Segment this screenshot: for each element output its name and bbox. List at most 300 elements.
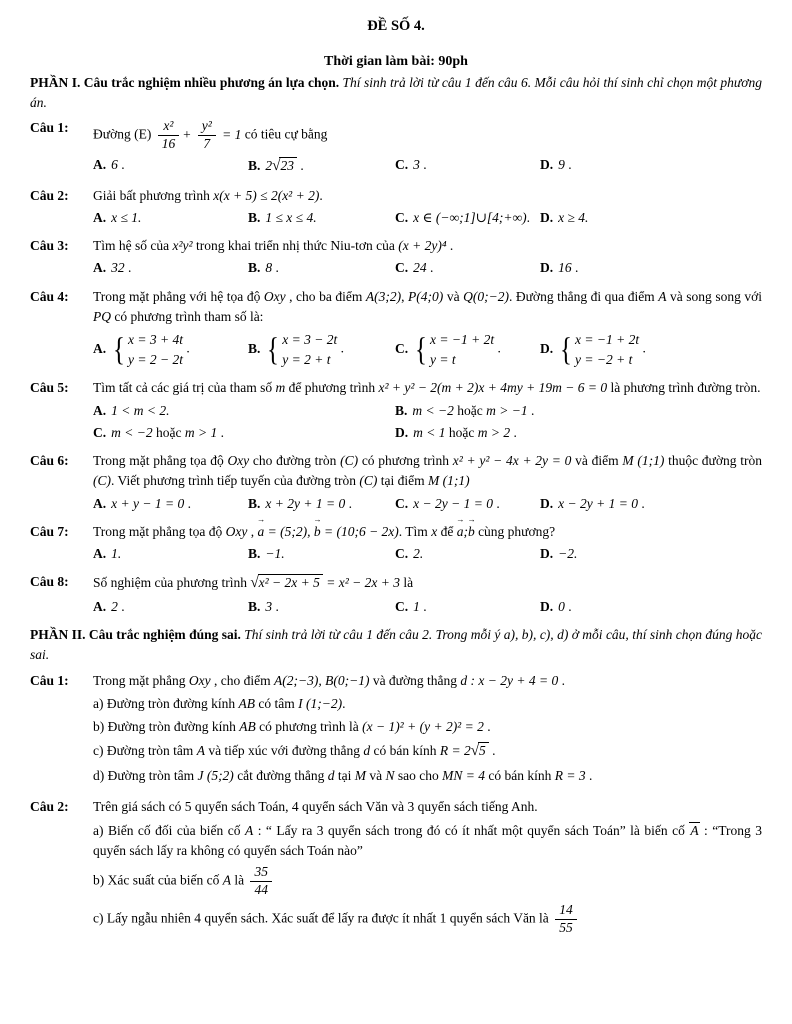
question-content: [93, 186, 762, 229]
text-run: .: [564, 156, 572, 172]
text-run: .: [419, 598, 427, 614]
text-run: .: [488, 743, 496, 759]
math-run: → a = (5;2), → b = (10;6 − 2x): [257, 524, 398, 539]
math-run: P(4;0): [408, 288, 444, 304]
answer-option-b: [395, 401, 544, 421]
math-run: A: [222, 872, 231, 888]
math-run: (C): [340, 453, 359, 468]
part2-heading: [30, 625, 762, 666]
fraction-numerator: y²: [198, 119, 216, 136]
math-run: x² + y² − 2(m + 2)x + 4my + 19m − 6 = 0: [378, 380, 608, 396]
math-run: m < 1: [413, 424, 446, 440]
text-run: có phương trình tham số là:: [111, 308, 264, 324]
answer-options: [93, 494, 762, 514]
text-run: để: [437, 523, 457, 539]
math-run: 2: [111, 598, 118, 614]
option-letter: A.: [93, 340, 107, 356]
option-value: [412, 403, 534, 418]
answer-option-b: [248, 597, 395, 617]
math-run: N: [385, 768, 395, 784]
equation-line: x = −1 + 2t: [575, 332, 640, 348]
part1-question-7: [30, 514, 762, 565]
option-value: [265, 496, 352, 511]
part2-question-1: [30, 671, 762, 790]
math-run: [552, 901, 580, 935]
math-run: [689, 823, 699, 838]
equation-system-lines: [430, 330, 494, 369]
vector-arrow-icon: →: [456, 514, 465, 524]
option-value: [413, 331, 501, 368]
part1-question-5: [30, 378, 762, 443]
vector-arrow-icon: →: [313, 514, 322, 524]
text-run: .: [492, 495, 500, 511]
equation-line: y = t: [430, 351, 456, 367]
text-run: thuộc đường tròn: [664, 453, 762, 468]
math-run: M: [354, 768, 366, 784]
text-run: .: [558, 672, 565, 688]
math-run: 0: [558, 598, 565, 614]
option-value: [413, 496, 500, 511]
question-content: [93, 572, 762, 617]
equation-system: [265, 330, 337, 369]
text-run: và đường thẳng: [369, 672, 461, 688]
math-run: PQ: [93, 308, 111, 324]
option-value: [111, 599, 125, 614]
math-run: (C): [93, 473, 111, 489]
brace-icon: {: [560, 331, 573, 368]
fraction-denominator: 55: [559, 919, 573, 935]
equation-line: y = −2 + t: [575, 351, 633, 367]
question-content: [93, 514, 762, 565]
math-run: 1 ≤ x ≤ 4.: [265, 209, 317, 225]
text-run: cho đường tròn: [249, 453, 341, 468]
text-run: .: [446, 238, 454, 254]
math-run: [413, 331, 495, 368]
math-run: $\frac{\text{x²}}{16}$ + $\frac{\text{y²}}{7}$ = 1: [155, 127, 242, 142]
text-run: tại điểm: [377, 473, 428, 489]
answer-option-b: [248, 155, 395, 178]
text-run: và song song với: [666, 288, 762, 304]
math-run: Oxy: [227, 453, 250, 468]
text-run: cùng phương?: [474, 523, 556, 539]
fraction-denominator: 44: [254, 881, 268, 897]
part1-question-3: [30, 236, 762, 279]
text-run: .: [296, 157, 304, 173]
vector: [456, 514, 465, 542]
option-value: [413, 546, 423, 561]
math-run: R = 3: [554, 768, 586, 784]
math-run: M (1;1): [427, 473, 470, 489]
radical-sign-icon: √: [470, 743, 480, 760]
brace-icon: {: [267, 331, 280, 368]
math-run: x − 2y + 1 = 0: [558, 495, 638, 511]
math-run: 9: [558, 156, 565, 172]
text-run: Trong mặt phẳng với hệ tọa độ: [93, 288, 264, 304]
option-value: [413, 210, 530, 225]
text-run: b) Xác suất của biến cố: [93, 872, 223, 888]
option-letter: A.: [93, 402, 107, 418]
answer-options: [93, 208, 762, 228]
text-run: hoặc: [152, 424, 185, 440]
text-run: Tìm hệ số của: [93, 238, 173, 254]
exam-title: ĐỀ SỐ 4.: [367, 18, 425, 34]
statement-b: [93, 864, 762, 899]
math-run: 1: [413, 598, 420, 614]
text-run: có phương trình là: [255, 719, 363, 735]
part1-question-8: [30, 572, 762, 617]
math-run: m > 2: [477, 424, 511, 440]
option-letter: B.: [248, 495, 261, 511]
math-run: [247, 864, 275, 897]
math-run: x + 2y + 1 = 0: [265, 495, 346, 511]
part1-heading-bold: PHẦN I. Câu trắc nghiệm nhiều phương án lựa chọn.: [30, 74, 340, 90]
option-value: [558, 210, 588, 225]
text-run: c) Đường tròn tâm: [93, 743, 197, 759]
text-run: Tìm tất cả các giá trị của tham số: [93, 380, 276, 396]
math-run: A: [196, 743, 205, 759]
text-run: có bán kính: [485, 768, 555, 784]
answer-option-a: [93, 401, 395, 421]
text-run: .: [419, 156, 427, 172]
question-number: Câu 7:: [30, 523, 69, 539]
option-letter: C.: [93, 424, 107, 440]
option-letter: C.: [395, 546, 409, 561]
radical-body: 5: [478, 742, 489, 758]
text-run: có bán kính: [370, 743, 440, 759]
answer-options: [93, 597, 762, 617]
option-letter: D.: [395, 424, 409, 440]
part2-heading-italic: Thí sinh trả lời từ câu 1 đến câu 2. Trong mỗi ý a), b), c), d) ở mỗi câu, thí sinh chọn đúng hoặc sai.: [30, 627, 762, 663]
text-run: .: [272, 260, 279, 276]
answer-option-c: [395, 258, 540, 278]
math-run: MN = 4: [442, 768, 486, 784]
option-value: [111, 403, 169, 418]
math-run: x ≥ 4.: [558, 209, 589, 225]
option-value: [558, 331, 646, 368]
text-run: .: [510, 424, 517, 440]
math-run: 2√23: [265, 158, 297, 173]
math-run: 2.: [413, 546, 424, 561]
math-run: 8: [265, 260, 273, 276]
text-run: .: [494, 340, 501, 356]
answer-options: [93, 329, 762, 370]
option-letter: C.: [395, 340, 409, 356]
text-run: và điểm: [571, 453, 623, 468]
question-text: [93, 118, 762, 153]
statement-a: [93, 821, 762, 862]
question-text: [93, 186, 762, 206]
answer-option-d: [540, 208, 640, 228]
answer-option-a: [93, 544, 248, 564]
equation-line: y = 2 − 2t: [128, 351, 183, 367]
part1-question-6: [30, 451, 762, 514]
text-run: . Đường thẳng đi qua điểm: [508, 288, 659, 304]
text-run: Trong mặt phẳng tọa độ: [93, 453, 228, 468]
option-letter: A.: [93, 156, 107, 172]
math-run: x + y − 1 = 0: [111, 495, 185, 511]
option-value: [111, 546, 121, 561]
question-text: [93, 671, 762, 691]
math-run: [111, 331, 183, 368]
fraction-numerator: x²: [158, 119, 180, 136]
question-content: [93, 378, 762, 443]
math-run: Q(0;−2): [463, 288, 509, 304]
option-letter: C.: [395, 156, 409, 172]
text-run: và: [366, 768, 386, 784]
option-letter: D.: [540, 209, 554, 225]
text-run: a) Biến cố đối của biến cố: [93, 822, 245, 838]
math-run: x ∈ (−∞;1]∪[4;+∞): [413, 209, 527, 225]
math-run: x(x + 5) ≤ 2(x² + 2): [213, 187, 320, 203]
text-run: .: [217, 424, 224, 440]
question-text: [93, 378, 762, 398]
math-run: 3: [265, 598, 273, 614]
math-run: −2.: [558, 546, 578, 561]
text-run: .: [564, 598, 572, 614]
text-run: có tâm: [255, 695, 299, 711]
equation-line: x = 3 − 2t: [282, 332, 338, 348]
math-run: m: [275, 380, 286, 396]
math-run: M (1;1): [622, 453, 665, 468]
math-run: AB: [239, 719, 256, 735]
question-number: Câu 2:: [30, 799, 69, 815]
option-value: [413, 425, 517, 440]
option-letter: B.: [248, 340, 261, 356]
vector-arrow-icon: →: [257, 514, 266, 524]
option-letter: D.: [540, 546, 554, 561]
text-run: sao cho: [394, 768, 443, 784]
option-letter: A.: [93, 260, 107, 276]
text-run: có phương trình: [358, 453, 453, 468]
question-number: Câu 8:: [30, 574, 69, 590]
math-run: A(3;2): [365, 288, 402, 304]
vector: [257, 514, 266, 542]
answer-option-b: [248, 208, 395, 228]
answer-option-a: [93, 208, 248, 228]
math-run: 24: [413, 260, 427, 276]
fraction-numerator: 14: [555, 903, 577, 920]
math-run: [558, 331, 640, 368]
overline-event: A: [690, 822, 699, 838]
answer-option-b: [248, 494, 395, 514]
text-run: .: [526, 209, 531, 225]
answer-option-c: [395, 155, 540, 175]
radical-body: x² − 2x + 5: [258, 574, 323, 590]
text-run: .: [637, 495, 645, 511]
text-run: .: [124, 260, 132, 276]
statement-c: [93, 902, 762, 937]
option-value: [413, 260, 433, 275]
statement-b: [93, 717, 762, 737]
brace-icon: {: [415, 331, 428, 368]
radical: [272, 158, 297, 173]
option-value: [111, 210, 141, 225]
option-letter: D.: [540, 340, 554, 356]
option-value: [265, 546, 284, 561]
math-run: m > −1: [486, 402, 528, 418]
text-run: là: [230, 872, 248, 888]
text-run: là phương trình đường tròn.: [607, 380, 761, 396]
option-value: [265, 260, 279, 275]
option-value: [111, 260, 131, 275]
text-run: và: [443, 288, 464, 304]
option-letter: D.: [540, 156, 554, 172]
question-text: [93, 572, 762, 595]
text-run: .: [182, 340, 190, 356]
answer-options: [93, 258, 762, 278]
answer-option-c: [395, 208, 540, 228]
fraction: [158, 119, 180, 152]
question-number: Câu 3:: [30, 238, 69, 254]
text-run: cắt đường thẳng: [233, 768, 328, 784]
math-run: R = 2√5: [440, 743, 489, 758]
answer-option-c: [395, 494, 540, 514]
answer-option-d: [395, 423, 544, 443]
option-letter: B.: [248, 260, 261, 276]
vector-name: b: [313, 523, 321, 539]
part1-heading-italic: Thí sinh trả lời từ câu 1 đến câu 6. Mỗi câu hỏi thí sinh chỉ chọn một phương án.: [30, 74, 762, 110]
text-run: hoặc: [445, 424, 478, 440]
question-content: [93, 236, 762, 279]
question-content: [93, 287, 762, 371]
option-value: [111, 496, 191, 511]
part2-question-2: [30, 797, 762, 939]
option-letter: A.: [93, 209, 107, 225]
fraction: [250, 865, 272, 898]
math-run: A(2;−3), B(0;−1): [274, 672, 370, 688]
text-run: để phương trình: [285, 380, 379, 396]
equation-system-lines: [575, 330, 639, 369]
question-content: [93, 671, 762, 790]
radical-body: 23: [279, 157, 297, 173]
brace-icon: {: [113, 331, 126, 368]
math-run: −1.: [265, 546, 285, 561]
math-run: Oxy: [225, 523, 248, 539]
option-letter: C.: [395, 495, 409, 511]
math-run: 16: [558, 260, 572, 276]
statement-c: [93, 740, 762, 763]
answer-option-d: [540, 544, 640, 564]
answer-option-a: [93, 494, 248, 514]
question-content: [93, 451, 762, 514]
text-run: . Viết phương trình tiếp tuyến của đường tròn: [111, 473, 360, 489]
math-run: AB: [238, 695, 256, 711]
equation-system-lines: [128, 330, 183, 369]
radical-sign-icon: √: [272, 157, 281, 174]
text-run: Trong mặt phẳng: [93, 672, 189, 688]
text-run: .: [342, 695, 346, 711]
option-letter: A.: [93, 495, 107, 511]
option-value: [558, 157, 572, 172]
answer-option-b: [248, 544, 395, 564]
option-value: [265, 210, 316, 225]
text-run: .: [571, 260, 579, 276]
text-run: ,: [401, 288, 409, 304]
math-run: (x + 2y)⁴: [398, 238, 447, 254]
statement-a: [93, 694, 762, 714]
text-run: .: [117, 598, 125, 614]
answer-option-d: [540, 494, 655, 514]
option-value: [413, 599, 427, 614]
option-value: [558, 546, 577, 561]
text-run: và tiếp xúc với đường thẳng: [204, 743, 364, 759]
question-number: Câu 1:: [30, 672, 69, 688]
math-run: √x² − 2x + 5 = x² − 2x + 3: [250, 575, 401, 592]
text-run: .: [426, 260, 434, 276]
statement-d: [93, 766, 762, 786]
fraction-denominator: 16: [161, 136, 176, 152]
part1-heading: [30, 73, 762, 114]
text-run: Giải bất phương trình: [93, 187, 214, 203]
question-number: Câu 5:: [30, 380, 69, 396]
option-letter: C.: [395, 260, 409, 276]
option-value: [265, 158, 303, 173]
math-run: m > 1: [184, 424, 218, 440]
math-run: d : x − 2y + 4 = 0: [460, 672, 559, 688]
option-letter: A.: [93, 546, 107, 561]
text-run: .: [319, 187, 323, 203]
option-letter: D.: [540, 598, 554, 614]
answer-options: [93, 401, 762, 444]
text-run: a) Đường tròn đường kính: [93, 695, 239, 711]
math-run: → a; → b: [457, 524, 475, 539]
math-run: d: [363, 743, 371, 759]
vector: [313, 514, 322, 542]
question-text: [93, 287, 762, 328]
math-run: Oxy: [263, 288, 286, 304]
option-value: [265, 599, 279, 614]
text-run: .: [585, 768, 593, 784]
vector-arrow-icon: →: [467, 514, 476, 524]
equation-system: [111, 330, 183, 369]
text-run: trong khai triển nhị thức Niu-tơn của: [192, 238, 399, 254]
part1-question-4: [30, 287, 762, 371]
question-text: [93, 451, 762, 492]
option-letter: B.: [248, 598, 261, 614]
answer-option-d: [540, 597, 640, 617]
question-text: [93, 514, 762, 542]
text-run: .: [483, 719, 491, 735]
radical: [471, 743, 489, 758]
math-run: A: [244, 822, 254, 838]
question-number: Câu 4:: [30, 288, 69, 304]
option-letter: D.: [540, 260, 554, 276]
question-number: Câu 2:: [30, 187, 69, 203]
equation-line: y = 2 + t: [282, 351, 331, 367]
text-run: .: [184, 495, 191, 511]
text-run: d) Đường tròn tâm: [93, 768, 198, 784]
option-value: [111, 425, 224, 440]
text-run: Trong mặt phẳng tọa độ: [93, 523, 226, 539]
answer-option-d: [540, 258, 640, 278]
math-run: J (5;2): [197, 768, 234, 784]
answer-option-b: [248, 329, 395, 370]
fraction-denominator: 7: [203, 136, 211, 152]
part2-questions: [30, 671, 762, 940]
answer-option-d: [540, 329, 656, 370]
radical-sign-icon: √: [250, 575, 259, 592]
math-run: 3: [413, 156, 420, 172]
vector-name: a: [456, 523, 464, 539]
text-run: Trên giá sách có 5 quyển sách Toán, 4 quyển sách Văn và 3 quyển sách tiếng Anh.: [93, 799, 538, 815]
math-run: x²y²: [172, 238, 193, 254]
option-letter: B.: [248, 157, 261, 173]
math-run: x ≤ 1.: [111, 209, 142, 225]
option-letter: B.: [248, 209, 261, 225]
fraction: [198, 119, 216, 152]
math-run: (C): [359, 473, 378, 489]
math-run: 1 < m < 2.: [111, 402, 170, 418]
